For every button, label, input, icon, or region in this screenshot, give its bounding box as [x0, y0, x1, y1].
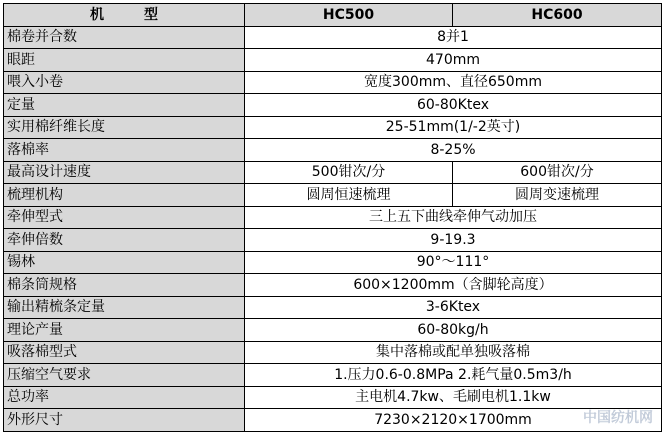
table-row — [4, 71, 662, 94]
row-label: 压缩空气要求 — [4, 364, 245, 387]
watermark-logo: 中国纺机网 — [583, 410, 653, 426]
row-value: 470mm — [245, 49, 662, 72]
header-model-label: 机型 — [4, 4, 245, 27]
row-label: 理论产量 — [4, 319, 245, 342]
table-row — [4, 251, 662, 274]
row-value: 三上五下曲线牵伸气动加压 — [245, 206, 662, 229]
row-label: 总功率 — [4, 386, 245, 409]
row-value-hc500: 500钳次/分 — [245, 161, 453, 184]
row-label: 实用棉纤维长度 — [4, 116, 245, 139]
header-hc500: HC500 — [245, 4, 453, 27]
row-value: 9-19.3 — [245, 229, 662, 252]
row-label: 定量 — [4, 94, 245, 117]
row-label: 牵伸倍数 — [4, 229, 245, 252]
row-label: 棉卷并合数 — [4, 26, 245, 49]
spec-table — [3, 3, 662, 432]
row-value-hc600: 圆周变速梳理 — [453, 184, 662, 207]
row-value: 60-80kg/h — [245, 319, 662, 342]
row-value-hc500: 圆周恒速梳理 — [245, 184, 453, 207]
table-row — [4, 26, 662, 49]
row-value: 3-6Ktex — [245, 296, 662, 319]
header-hc600: HC600 — [453, 4, 662, 27]
row-label: 牵伸型式 — [4, 206, 245, 229]
table-row — [4, 386, 662, 409]
row-value: 600×1200mm（含脚轮高度） — [245, 274, 662, 297]
row-value: 7230×2120×1700mm — [245, 409, 662, 432]
row-value: 60-80Ktex — [245, 94, 662, 117]
table-row — [4, 296, 662, 319]
row-value: 宽度300mm、直径650mm — [245, 71, 662, 94]
table-header-row — [4, 4, 662, 27]
row-label: 落棉率 — [4, 139, 245, 162]
table-row — [4, 116, 662, 139]
table-row — [4, 274, 662, 297]
row-label: 输出精梳条定量 — [4, 296, 245, 319]
table-row — [4, 364, 662, 387]
row-label: 棉条筒规格 — [4, 274, 245, 297]
row-label: 最高设计速度 — [4, 161, 245, 184]
row-label: 吸落棉型式 — [4, 341, 245, 364]
row-value: 90°～111° — [245, 251, 662, 274]
table-row — [4, 94, 662, 117]
row-value: 集中落棉或配单独吸落棉 — [245, 341, 662, 364]
table-row — [4, 409, 662, 432]
row-value: 主电机4.7kw、毛刷电机1.1kw — [245, 386, 662, 409]
row-label: 外形尺寸 — [4, 409, 245, 432]
row-value: 8并1 — [245, 26, 662, 49]
table-row — [4, 229, 662, 252]
table-row — [4, 206, 662, 229]
table-row — [4, 184, 662, 207]
table-row — [4, 341, 662, 364]
row-value: 1.压力0.6-0.8MPa 2.耗气量0.5m3/h — [245, 364, 662, 387]
row-label: 锡林 — [4, 251, 245, 274]
row-label: 眼距 — [4, 49, 245, 72]
table-row — [4, 161, 662, 184]
table-row — [4, 49, 662, 72]
spec-table-container — [3, 3, 661, 432]
row-label: 喂入小卷 — [4, 71, 245, 94]
table-row — [4, 139, 662, 162]
row-value: 25-51mm(1/-2英寸) — [245, 116, 662, 139]
row-label: 梳理机构 — [4, 184, 245, 207]
table-row — [4, 319, 662, 342]
row-value: 8-25% — [245, 139, 662, 162]
row-value-hc600: 600钳次/分 — [453, 161, 662, 184]
